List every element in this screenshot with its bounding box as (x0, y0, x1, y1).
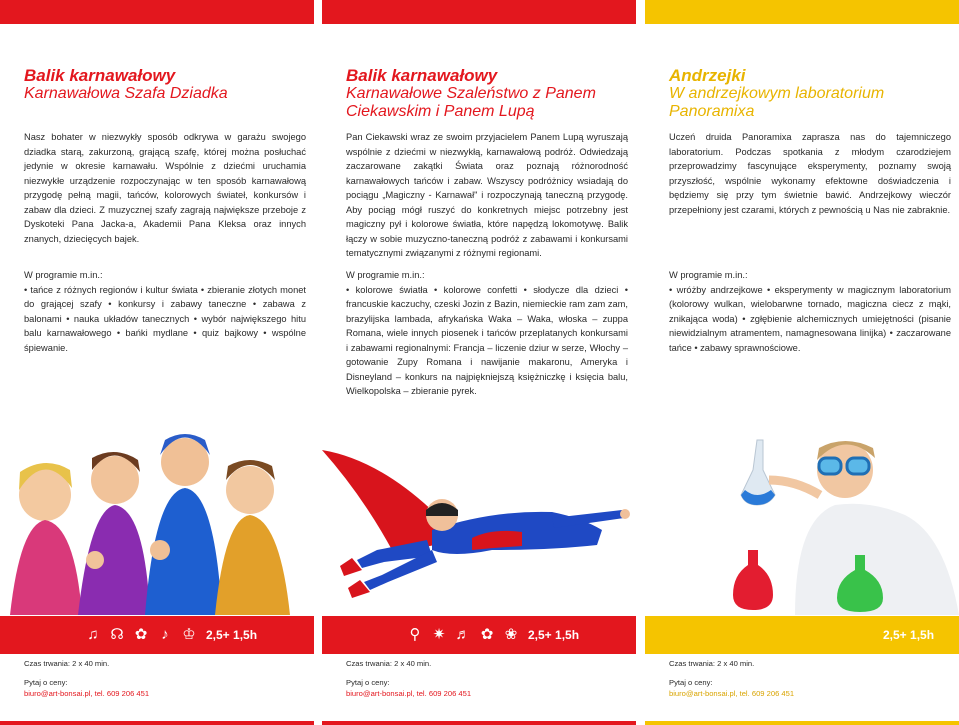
column-ciekawski-lupa (322, 0, 636, 725)
program-text: • tańce z różnych regionów i kultur świata • zbieranie złotych monet do grającej szafy • konkursy i zabawy taneczne • zabawa z balonami • nauka układów tanecznych • wybór największego hitu balu karnawałowego • bańki mydlane • quiz bajkowy • wspólne śpiewanie. (24, 284, 306, 353)
program-block (346, 268, 628, 399)
footer-info (346, 658, 628, 699)
duration: Czas trwania: 2 x 40 min. (24, 659, 110, 668)
balloons-icon: ✿ (480, 626, 494, 643)
contact-link[interactable]: biuro@art-bonsai.pl, tel. 609 206 451 (24, 689, 150, 698)
top-color-bar (0, 0, 314, 24)
program-block (669, 268, 951, 355)
duration: Czas trwania: 2 x 40 min. (669, 659, 755, 668)
balloons-icon: ✿ (134, 626, 148, 643)
magnifier-icon: ⚲ (409, 626, 421, 643)
photo-lab-boy (645, 400, 959, 615)
subtitle: Karnawałowe Szaleństwo z Panem Ciekawskim i Panem Lupą (346, 85, 596, 120)
program-block (24, 268, 306, 355)
candy-icon: ❀ (504, 626, 518, 643)
bottom-color-bar (0, 721, 314, 725)
cup-icon: ♔ (182, 626, 196, 643)
program-label: W programie m.in.: (669, 270, 748, 280)
contact-link[interactable]: biuro@art-bonsai.pl, tel. 609 206 451 (346, 689, 472, 698)
photo-superhero-boy (322, 400, 636, 615)
age-duration-badge: 2,5+ 1,5h (206, 628, 258, 642)
top-color-bar (322, 0, 636, 24)
bottom-color-bar (645, 721, 959, 725)
footer-info (24, 658, 306, 699)
program-label: W programie m.in.: (346, 270, 425, 280)
column-andrzejki (645, 0, 959, 725)
activity-icons (84, 624, 198, 646)
headphones-icon: ☊ (110, 626, 124, 643)
program-text: • wróżby andrzejkowe • eksperymenty w magicznym laboratorium (kolorowy wulkan, wielobarwne tornado, magiczna ciecz z mąki, znikająca woda) • zgłębienie alchemicznych umiejętności (pisanie niewidzialnym atramentem, namagnesowana linijka) • zaczarowane tańce • zabawy sprawnościowe. (669, 284, 951, 353)
prices-label: Pytaj o ceny: (24, 678, 68, 687)
icon-bar (0, 616, 314, 654)
music-notes-icon: ♬ (455, 626, 471, 643)
duration: Czas trwania: 2 x 40 min. (346, 659, 432, 668)
jukebox-icon: ♫ (87, 626, 99, 643)
prices-label: Pytaj o ceny: (669, 678, 713, 687)
top-color-bar (645, 0, 959, 24)
icon-bar (322, 616, 636, 654)
age-duration-badge: 2,5+ 1,5h (883, 628, 935, 642)
program-text: • kolorowe światła • kolorowe confetti • słodycze dla dzieci • francuskie kaczuchy, czeski Jozin z Bazin, niemieckie ram zam zam, brazylijska lambada, afrykańska Waka – Waka, włoska – zuppa Romana, wiele innych piosenek i tańców przeplatanych konkursami i zabawami regionalnymi: Francja – liczenie dziur w serze, Włochy – gotowanie Zupy Romana i nawijanie makaronu, Ameryka i Disneyland – konkurs na najpiękniejszą księżniczkę i księcia balu, Wielkopolska – zbieranie pyrek. (346, 284, 628, 396)
title-block (24, 66, 300, 103)
subtitle: Karnawałowa Szafa Dziadka (24, 85, 228, 102)
description: Uczeń druida Panoramixa zaprasza nas do tajemniczego laboratorium. Podczas spotkania z młodym czarodziejem przeprowadzimy fascynujące eksperymenty, poznamy swoją przyszłość, wspólnie wykonamy efektowne doświadczenia i będziemy się przy tym świetnie bawić. Andrzejkowy wieczór przepełniony jest czarami, których z pewnością u Nas nie zabraknie. (669, 132, 951, 215)
description: Pan Ciekawski wraz ze swoim przyjacielem Panem Lupą wyruszają wspólnie z dziećmi w niezwykłą, karnawałową podróż. Odwiedzają zaczarowane zakątki Świata oraz poznają różnorodność karnawałowych tańców i zabaw. Wszyscy podróżnicy wsiadają do pociągu „Magiczny - Karnawał" i rozpoczynają taneczną przygodę. Aby pociąg mógł ruszyć do konkretnych miejsc potrzebny jest magiczny pył i kolorowe światła, które napędzą lokomotywę. Balik łączy w sobie muzyczno-taneczną podróż z zabawami i konkursami tematycznymi związanymi z różnymi regionami. (346, 132, 628, 258)
music-notes-icon: ♪ (161, 626, 169, 643)
prices-label: Pytaj o ceny: (346, 678, 390, 687)
subtitle: W andrzejkowym laboratorium Panoramixa (669, 85, 885, 120)
confetti-icon: ✷ (432, 626, 446, 643)
age-duration-badge: 2,5+ 1,5h (528, 628, 580, 642)
title: Balik karnawałowy (346, 66, 498, 85)
photo-kids-costumes (0, 400, 314, 615)
title-block (669, 66, 945, 121)
title: Balik karnawałowy (24, 66, 176, 85)
icon-bar (645, 616, 959, 654)
program-label: W programie m.in.: (24, 270, 103, 280)
title: Andrzejki (669, 66, 746, 85)
footer-info (669, 658, 951, 699)
contact-link[interactable]: biuro@art-bonsai.pl, tel. 609 206 451 (669, 689, 795, 698)
column-szafa-dziadka (0, 0, 314, 725)
activity-icons (406, 624, 520, 646)
title-block (346, 66, 622, 121)
bottom-color-bar (322, 721, 636, 725)
description: Nasz bohater w niezwykły sposób odkrywa w garażu swojego dziadka starą, zakurzoną, grającą szafę, której można posłuchać jedynie w okresie karnawału. Wspólnie z dziećmi uruchamia niezwykłe urządzenie rozpoczynając w ten sposób karnawałową przygodę pełną magii, tańców, kolorowych świateł, konkursów i zabaw dla dzieci. Z muzycznej szafy zagrają największe przeboje z Dyskoteki Pana Jacka-a, Akademii Pana Kleksa oraz innych znanych, dziecięcych bajek. (24, 132, 306, 244)
